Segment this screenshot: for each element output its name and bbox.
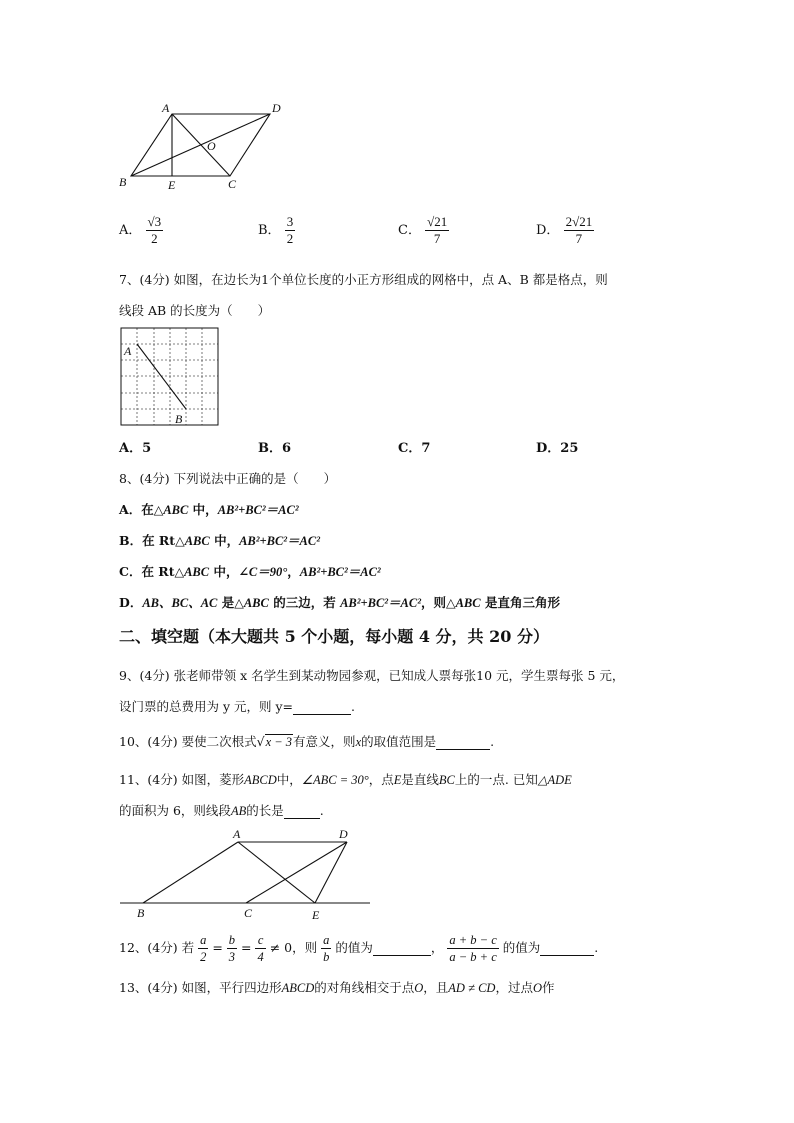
rhombus-a-label: A xyxy=(233,827,241,841)
q7-option-d: D．25 xyxy=(536,441,579,456)
q13-stem: 13、(4分) 如图，平行四边形ABCD的对角线相交于点O，且AD ≠ CD，过点O作 xyxy=(119,980,555,995)
section-title: 二、填空题（本大题共 5 个小题，每小题 4 分，共 20 分） xyxy=(119,627,549,646)
radical-sign: √ xyxy=(256,734,265,749)
q6-option-a: A． $\frac{√3}{2}$ xyxy=(119,214,162,246)
grid-point-a-label: A xyxy=(124,344,132,358)
rhombus-c-label: C xyxy=(244,906,253,920)
q8-option-d: D．AB、BC、AC 是△ABC 的三边，若 AB²+BC²＝AC²，则△ABC 是直角三角形 xyxy=(119,595,560,610)
q10-stem: 10、(4分) 要使二次根式√x − 3有意义，则x的取值范围是 . xyxy=(119,734,495,749)
q11-stem-line1: 11、(4分) 如图，菱形ABCD中，∠ABC = 30°，点E是直线BC上的一点. 已知△ADE xyxy=(119,772,572,787)
q7-option-b: B．6 xyxy=(258,441,292,456)
q8-option-b: B．在 Rt△ABC 中，AB²+BC²＝AC² xyxy=(119,533,320,548)
q6-option-c: C． $\frac{√21}{7}$ xyxy=(398,214,448,246)
q7-stem-line2: 线段 AB 的长度为（ ） xyxy=(119,303,271,318)
point-o-label: O xyxy=(207,139,216,153)
q8-stem: 8、(4分) 下列说法中正确的是（ ） xyxy=(119,471,337,486)
grid-point-b-label: B xyxy=(175,412,183,426)
q6-option-b: B． $\frac{3}{2}$ xyxy=(258,214,294,246)
q8-option-c: C．在 Rt△ABC 中，∠C＝90°，AB²+BC²＝AC² xyxy=(119,564,381,579)
q12-answer-blank-2 xyxy=(540,940,594,956)
rhombus-b-label: B xyxy=(137,906,145,920)
vertex-c-label: C xyxy=(228,177,237,191)
q8-option-a: A．在△ABC 中，AB²+BC²＝AC² xyxy=(119,502,299,517)
q12-stem: 12、(4分) 若 $\frac{a}{2}$ = $\frac{b}{3}$ = $\frac{c}{4}$ ≠ 0，则 $\frac{a}{b}$ 的值为 ， $\frac{a + b - c}{a - b + c}$ 的值为 . xyxy=(119,933,599,964)
q7-option-c: C．7 xyxy=(398,441,431,456)
vertex-d-label: D xyxy=(272,101,281,115)
q12-answer-blank-1 xyxy=(373,940,431,956)
q6-option-d: D． $\frac{2√21}{7}$ xyxy=(536,214,593,246)
vertex-a-label: A xyxy=(162,101,170,115)
q9-stem-line2: 设门票的总费用为 y 元，则 y= . xyxy=(119,699,356,714)
q7-stem-line1: 7、(4分) 如图，在边长为1个单位长度的小正方形组成的网格中，点 A、B 都是格点，则 xyxy=(119,272,608,287)
rhombus-e-label: E xyxy=(312,908,320,922)
q7-option-a: A．5 xyxy=(119,441,152,456)
vertex-b-label: B xyxy=(119,175,127,189)
q9-stem-line1: 9、(4分) 张老师带领 x 名学生到某动物园参观，已知成人票每张10 元，学生票每张 5 元， xyxy=(119,668,625,683)
rhombus-d-label: D xyxy=(339,827,348,841)
point-e-label: E xyxy=(168,178,176,192)
q11-stem-line2: 的面积为 6，则线段AB的长是 . xyxy=(119,803,324,818)
